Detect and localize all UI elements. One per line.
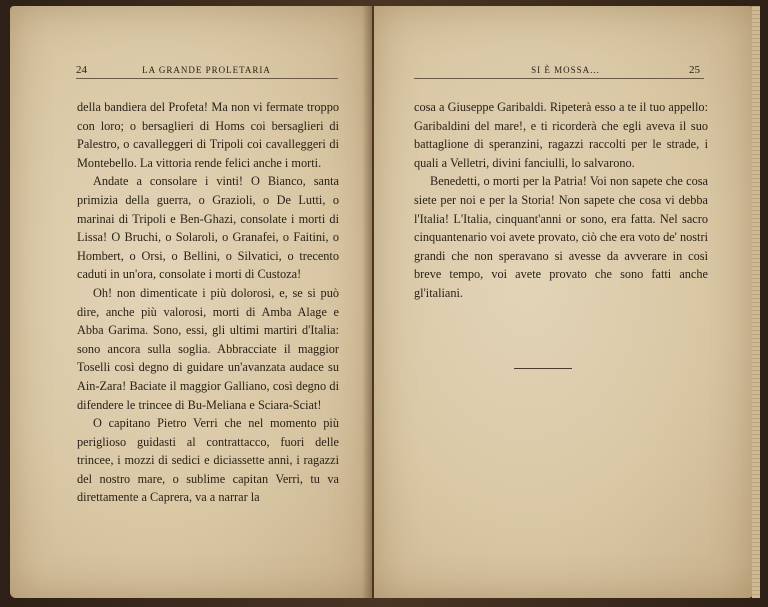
paragraph: cosa a Giuseppe Garibaldi. Ripeterà esso a te il tuo appello: Garibaldini del mare!, e ti ricorderà che egli aveva il suo battaglione di speranzini, ragazzi raccolti per le strade, i quali a Velletri, divini fanciulli, lo salvarono. <box>414 100 708 170</box>
paragraph: Andate a consolare i vinti! O Bianco, santa primizia della guerra, o Grazioli, o De Lutti, o marinai di Tripoli e Ben-Ghazi, consolate i morti di Lissa! O Bruchi, o Solaroli, o Granafei, o Faitini, o Hombert, o Orsi, o Bellini, o Silvatici, o trecento caduti in un'ora, consolate i morti di Custoza! <box>77 174 339 282</box>
page-edges <box>752 6 760 598</box>
paragraph: Benedetti, o morti per la Patria! Voi non sapete che cosa siete per noi e per la Storia! Non sapete che cosa vi debba l'Italia! L'Italia, cinquant'anni or sono, era fatta. Nel sacro cinquantenario voi avete provato, ciò che era voto de' nostri grandi che non speravano si avesse da avverare in così breve tempo, voi avete provato che sono fatti anche gl'italiani. <box>414 174 708 300</box>
right-page-body <box>414 98 708 303</box>
header-rule-left <box>76 78 338 79</box>
paragraph: O capitano Pietro Verri che nel momento più periglioso guidasti al contrattacco, fuori delle trincee, i mozzi di sedici e diciassette anni, i ragazzi del nostro mare, o sublime capitan Verri, tu va direttamente a Caprera, va a narrar la <box>77 416 339 505</box>
header-rule-right <box>414 78 704 79</box>
right-running-header <box>430 64 700 76</box>
running-head-left: LA GRANDE PROLETARIA <box>142 65 271 75</box>
page-number-right: 25 <box>688 64 700 76</box>
right-page <box>374 6 754 598</box>
running-head-right: SI È MOSSA... <box>531 65 600 75</box>
paragraph: Oh! non dimenticate i più dolorosi, e, se si può dire, anche più valorosi, morti di Amba Alage e Abba Garima. Sono, essi, gli ultimi martiri d'Italia: sono ancora sulla soglia. Abbracciate il maggior Toselli così degno di guidare un'avanzata audace su Ain-Zara! Baciate il maggior Galliano, così degno di difendere le trincee di Bu-Meliana e Sciara-Sciat! <box>77 285 339 412</box>
left-page-body <box>77 98 339 507</box>
page-number-left: 24 <box>76 64 87 76</box>
left-page <box>10 6 372 598</box>
left-running-header <box>76 64 338 76</box>
end-rule <box>514 368 572 369</box>
paragraph: della bandiera del Profeta! Ma non vi fermate troppo con loro; o bersaglieri di Homs coi bersaglieri di Palestro, o cavalleggeri di Tripoli coi cavalleggeri di Montebello. La vittoria rende felici anche i morti. <box>77 100 339 170</box>
